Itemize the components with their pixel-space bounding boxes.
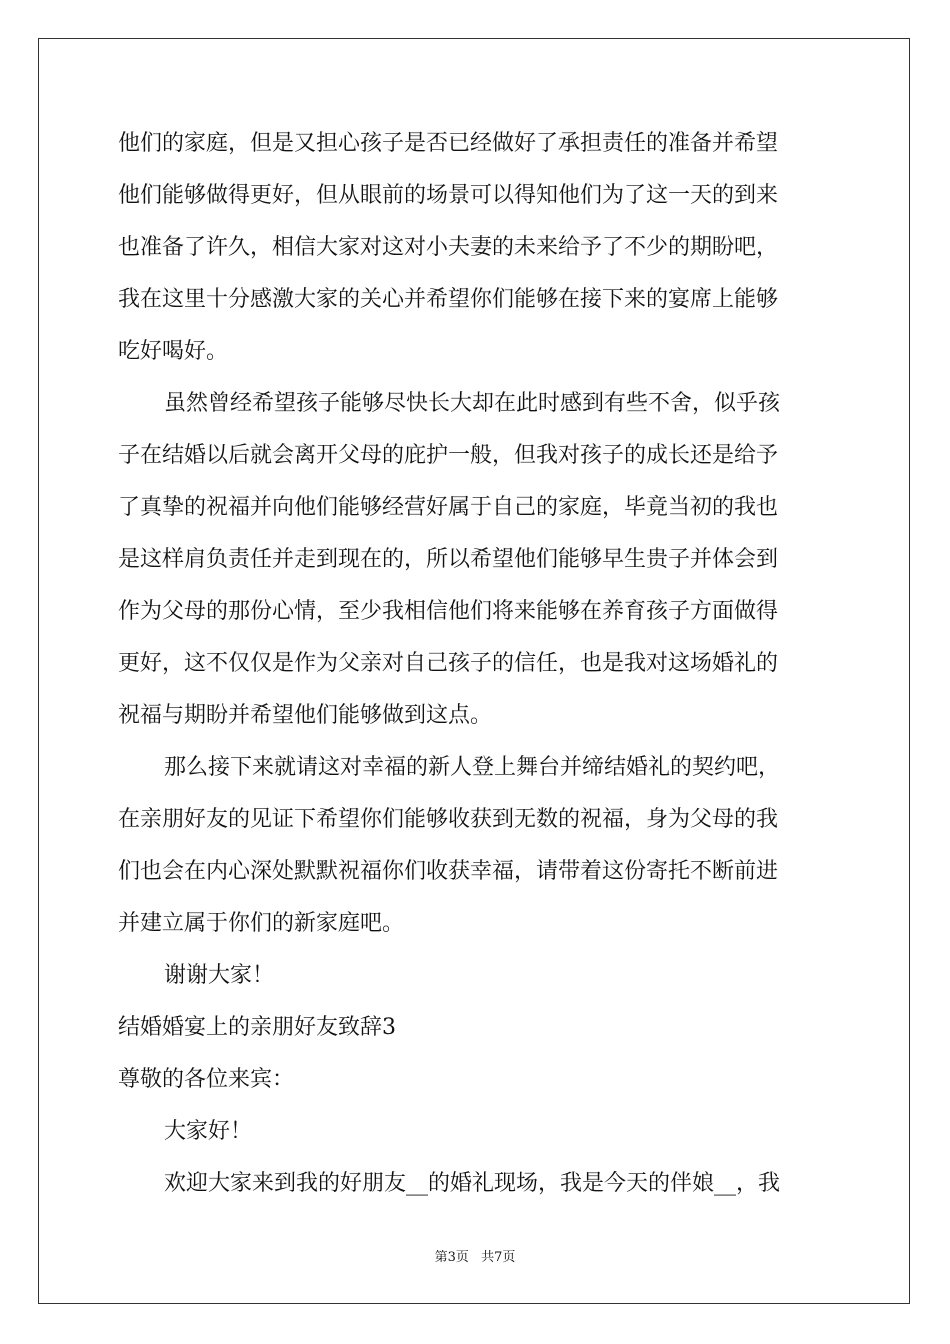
text-line: 吃好喝好。 — [118, 339, 229, 364]
text-line: 我在这里十分感激大家的关心并希望你们能够在接下来的宴席上能够 — [118, 287, 779, 312]
text-line: 祝福与期盼并希望他们能够做到这点。 — [118, 703, 493, 728]
section-heading: 结婚婚宴上的亲朋好友致辞3 — [118, 1015, 396, 1040]
text-line: 们也会在内心深处默默祝福你们收获幸福，请带着这份寄托不断前进 — [118, 859, 779, 884]
salutation: 尊敬的各位来宾： — [118, 1067, 295, 1092]
text-line: 是这样肩负责任并走到现在的，所以希望他们能够早生贵子并体会到 — [118, 547, 779, 572]
paragraph-start-line: 虽然曾经希望孩子能够尽快长大却在此时感到有些不舍，似乎孩 — [164, 391, 781, 416]
text-line: 也准备了许久，相信大家对这对小夫妻的未来给予了不少的期盼吧， — [118, 235, 779, 260]
text-line: 他们能够做得更好，但从眼前的场景可以得知他们为了这一天的到来 — [118, 183, 779, 208]
paragraph-start-line: 欢迎大家来到我的好朋友__的婚礼现场，我是今天的伴娘__，我 — [164, 1171, 781, 1196]
text-line: 更好，这不仅仅是作为父亲对自己孩子的信任，也是我对这场婚礼的 — [118, 651, 779, 676]
text-line: 子在结婚以后就会离开父母的庇护一般，但我对孩子的成长还是给予 — [118, 443, 779, 468]
text-line: 作为父母的那份心情，至少我相信他们将来能够在养育孩子方面做得 — [118, 599, 779, 624]
text-line: 并建立属于你们的新家庭吧。 — [118, 911, 405, 936]
page-number: 第3页 — [434, 1250, 469, 1265]
text-line: 他们的家庭，但是又担心孩子是否已经做好了承担责任的准备并希望 — [118, 131, 779, 156]
paragraph-start-line: 那么接下来就请这对幸福的新人登上舞台并缔结婚礼的契约吧， — [164, 755, 781, 780]
text-line: 了真挚的祝福并向他们能够经营好属于自己的家庭，毕竟当初的我也 — [118, 495, 779, 520]
closing-thanks: 谢谢大家！ — [164, 963, 275, 988]
text-line: 在亲朋好友的见证下希望你们能够收获到无数的祝福，身为父母的我 — [118, 807, 779, 832]
page-total: 共7页 — [481, 1250, 516, 1265]
greeting: 大家好！ — [164, 1119, 253, 1144]
page-footer — [0, 1246, 950, 1265]
